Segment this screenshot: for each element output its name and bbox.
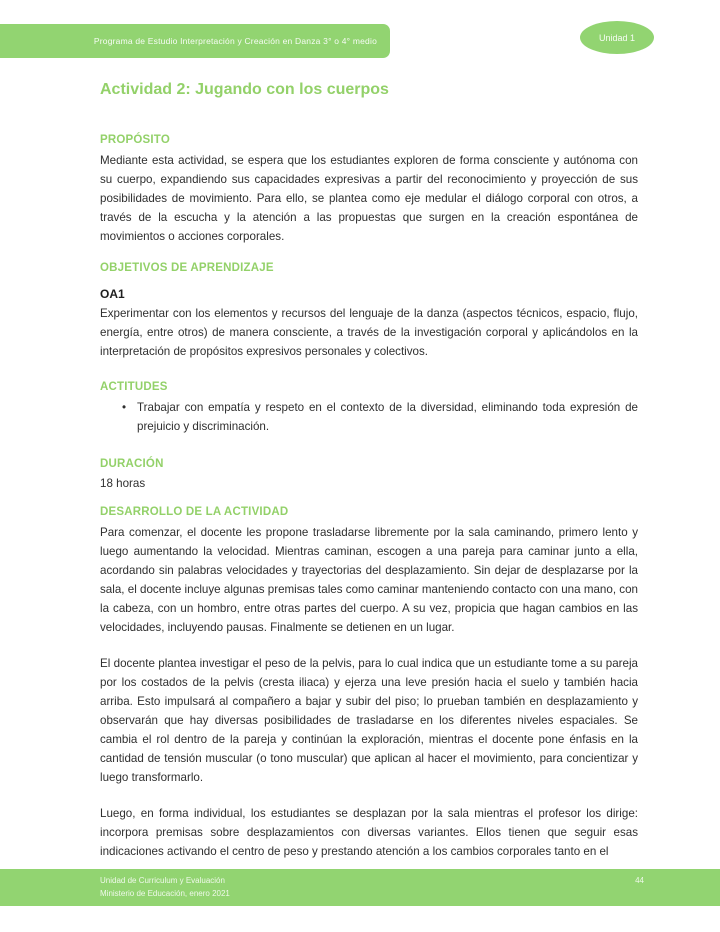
section-objetivos <box>100 261 638 361</box>
program-header-bar <box>0 24 390 58</box>
footer-org-line: Unidad de Curriculum y Evaluación <box>100 876 225 885</box>
page-number: 44 <box>635 876 644 885</box>
page-footer-bar <box>0 869 720 906</box>
document-content <box>100 80 638 861</box>
unit-badge-label: Unidad 1 <box>598 32 636 43</box>
duracion-value: 18 horas <box>100 477 146 490</box>
bullet-icon: • <box>122 401 127 414</box>
unit-badge <box>580 21 654 54</box>
section-proposito <box>100 133 638 246</box>
oa-code: OA1 <box>100 287 125 301</box>
proposito-heading: PROPÓSITO <box>100 134 170 146</box>
objetivos-heading: OBJETIVOS DE APRENDIZAJE <box>100 262 274 274</box>
section-duracion <box>100 457 638 493</box>
desarrollo-heading: DESARROLLO DE LA ACTIVIDAD <box>100 506 289 518</box>
section-actitudes <box>100 380 638 436</box>
duracion-heading: DURACIÓN <box>100 458 164 470</box>
footer-ministry-line: Ministerio de Educación, enero 2021 <box>100 889 230 898</box>
proposito-paragraph: Mediante esta actividad, se espera que los estudiantes exploren de forma consciente y autónoma con su cuerpo, expandiendo sus capacidades expresivas a partir del reconocimiento y proyección de sus posibilidades de movimiento. Para ello, se plantea como eje medular el diálogo corporal con otros, a través de la escucha y la atención a las propuestas que surgen en la creación espontánea de movimientos o acciones corporales. <box>100 154 638 243</box>
actitudes-item-text: Trabajar con empatía y respeto en el contexto de la diversidad, eliminando toda expresión de prejuicio y discriminación. <box>137 401 638 433</box>
activity-title: Actividad 2: Jugando con los cuerpos <box>100 81 389 98</box>
program-title: Programa de Estudio Interpretación y Creación en Danza 3° o 4° medio <box>93 36 377 46</box>
section-desarrollo <box>100 505 638 861</box>
desarrollo-paragraph-3: Luego, en forma individual, los estudiantes se desplazan por la sala mientras el profesor los dirige: incorpora premisas sobre desplazamientos con diversas variantes. Ellos tienen que seguir esas indicaciones activando el centro de peso y prestando atención a los cambios corporales tanto en el <box>100 807 638 858</box>
oa-paragraph: Experimentar con los elementos y recursos del lenguaje de la danza (aspectos técnicos, espacio, flujo, energía, entre otros) de manera consciente, a través de la investigación corporal y aplicándolos en la interpretación de propósitos expresivos personales y colectivos. <box>100 307 638 358</box>
actitudes-heading: ACTITUDES <box>100 381 168 393</box>
actitudes-list-item <box>100 398 638 436</box>
desarrollo-paragraph-2: El docente plantea investigar el peso de la pelvis, para lo cual indica que un estudiante tome a su pareja por los costados de la pelvis (cresta iliaca) y ejerza una leve presión hacia el suelo y también hacia arriba. Esto impulsará al compañero a bajar y subir del piso; lo prueban también en desplazamiento y observarán que hay diversas posibilidades de trasladarse en los diferentes niveles espaciales. Se cambia el rol dentro de la pareja y continúan la exploración, mientras el docente pone énfasis en la cantidad de tensión muscular (o tono muscular) que aplican al hacer el movimiento, para concientizar y luego transformarlo. <box>100 657 638 784</box>
desarrollo-paragraph-1: Para comenzar, el docente les propone trasladarse libremente por la sala caminando, primero lento y luego aumentando la velocidad. Mientras caminan, escogen a una pareja para caminar junto a ella, acordando sin palabras velocidades y trayectorias del desplazamiento. Sin dejar de desplazarse por la sala, el docente incluye algunas premisas tales como caminar manteniendo contacto con una mano, con la cabeza, con un hombro, entre otras partes del cuerpo. A su vez, propicia que hagan cambios en las velocidades, incluyendo pausas. Finalmente se detienen en un lugar. <box>100 526 638 634</box>
